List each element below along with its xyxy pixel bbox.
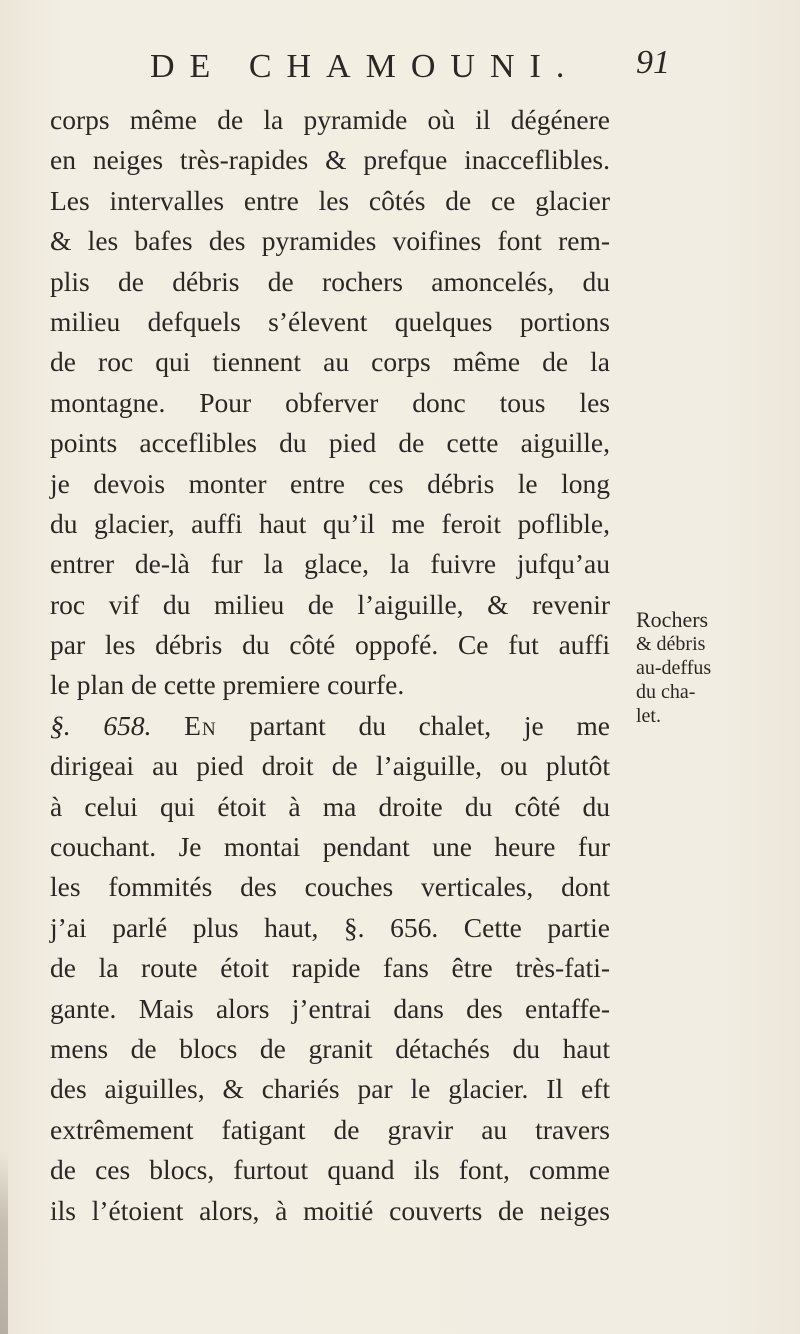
text-line: & les bafes des pyramides voifines font rem- bbox=[50, 225, 610, 257]
page-edge-shadow bbox=[0, 1150, 8, 1334]
text-line: entrer de-là fur la glace, la fuivre jufqu’au bbox=[50, 548, 610, 580]
text-line: dirigeai au pied droit de l’aiguille, ou plutôt bbox=[50, 750, 610, 782]
margin-note-line: & débris bbox=[636, 633, 706, 655]
text-line: couchant. Je montai pendant une heure fur bbox=[50, 831, 610, 863]
text-line: roc vif du milieu de l’aiguille, & revenir bbox=[50, 588, 610, 620]
text-line: les fommités des couches verticales, dont bbox=[50, 871, 610, 903]
text-line: mens de blocs de granit détachés du haut bbox=[50, 1032, 610, 1064]
lead-word: En bbox=[184, 709, 217, 741]
text-line: par les débris du côté oppofé. Ce fut auffi bbox=[50, 629, 610, 661]
section-mark: §. 658. bbox=[50, 709, 152, 741]
body-text bbox=[50, 100, 610, 1231]
text-line: le plan de cette premiere courfe. bbox=[50, 669, 405, 701]
margin-note bbox=[636, 608, 796, 728]
page-number: 91 bbox=[636, 44, 670, 81]
text-line: en neiges très-rapides & prefque inacceflibles. bbox=[50, 144, 610, 176]
text-line: milieu defquels s’élevent quelques portions bbox=[50, 305, 610, 337]
margin-note-line: Rochers bbox=[636, 607, 709, 632]
text-line: de roc qui tiennent au corps même de la bbox=[50, 346, 610, 378]
margin-note-line: au-deffus bbox=[636, 657, 712, 679]
text-line: des aiguilles, & chariés par le glacier. Il eft bbox=[50, 1073, 610, 1105]
text-line: points acceflibles du pied de cette aiguille, bbox=[50, 427, 610, 459]
text-line: ils l’étoient alors, à moitié couverts de neiges bbox=[50, 1194, 610, 1226]
text-line: à celui qui étoit à ma droite du côté du bbox=[50, 790, 610, 822]
text-line: de ces blocs, furtout quand ils font, comme bbox=[50, 1154, 610, 1186]
text-line: Les intervalles entre les côtés de ce glacier bbox=[50, 184, 610, 216]
running-head-title: DE CHAMOUNI. bbox=[150, 48, 580, 85]
text-line: corps même de la pyramide où il dégénere bbox=[50, 104, 610, 135]
text-line: montagne. Pour obferver donc tous les bbox=[50, 386, 610, 418]
text-line: gante. Mais alors j’entrai dans des entaffe- bbox=[50, 992, 610, 1024]
running-head bbox=[150, 42, 670, 102]
text-line: je devois monter entre ces débris le long bbox=[50, 467, 610, 499]
first-line-rest: partant du chalet, je me bbox=[249, 709, 611, 741]
paragraph-first-line bbox=[50, 706, 610, 746]
text-line: de la route étoit rapide fans être très-fati- bbox=[50, 952, 610, 984]
text-line: du glacier, auffi haut qu’il me feroit poflible, bbox=[50, 507, 610, 539]
text-line: plis de débris de rochers amoncelés, du bbox=[50, 265, 610, 297]
margin-note-line: du cha- bbox=[636, 681, 696, 703]
margin-note-line: let. bbox=[636, 705, 661, 727]
text-line: j’ai parlé plus haut, §. 656. Cette partie bbox=[50, 911, 610, 943]
text-line: extrêmement fatigant de gravir au travers bbox=[50, 1113, 610, 1145]
